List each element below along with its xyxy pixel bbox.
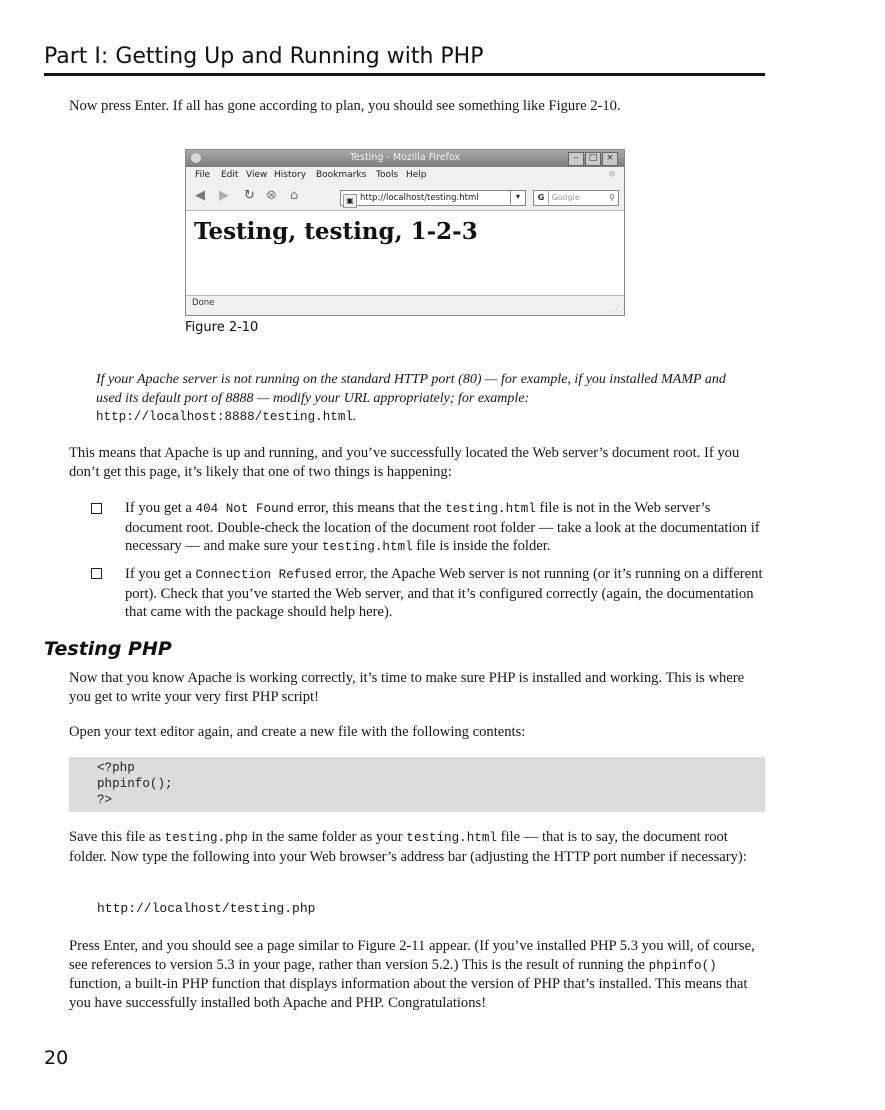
bullet-text: file is not in the Web server’s document root. Double-check the location of the document root folder — take a look at the documentation if necessary — and make sure your [125,500,760,555]
browser-title: Testing - Mozilla Firefox [349,152,461,163]
page-content-area [186,210,624,296]
note-end: . [352,409,357,424]
bullet-text: If you get a [125,500,196,516]
address-dropdown-icon[interactable]: ▾ [510,190,526,204]
code-line: phpinfo(); [97,777,173,791]
note-code: http://localhost:8888/testing.html [96,410,353,424]
search-icon[interactable]: ⚲ [609,193,615,202]
bullet-text: error, this means that the [293,500,446,516]
page-number: 20 [44,1047,69,1069]
paragraph-apache-running: This means that Apache is up and running, and you’ve successfully located the Web server’s document root. If you don’t get this page, it’s likely that one of two things is happening: [69,445,740,480]
navigation-toolbar [186,184,624,208]
minimize-button[interactable]: – [568,152,584,166]
note-text: If your Apache server is not running on the standard HTTP port (80) — for example, if you installed MAMP and used its default port of 8888 — modify your URL appropriately; for example: [96,372,726,406]
maximize-button[interactable]: □ [585,152,601,166]
paragraph-text: function, a built-in PHP function that displays information about the version of PHP that’s installed. This means that you have successfully installed both Apache and PHP. Congratulations! [69,976,748,1011]
url-example: http://localhost/testing.php [97,901,316,916]
running-header: Part I: Getting Up and Running with PHP [44,44,484,69]
section-heading: Testing PHP [44,638,172,660]
paragraph-text: Press Enter, and you should see a page similar to Figure 2-11 appear. (If you’ve installed PHP 5.3 you will, of course, see references to version 5.3 in your page, rather than version 5.2.) This is the result of running the [69,938,755,973]
bullet-code: Connection Refused [195,568,332,582]
home-icon[interactable]: ⌂ [290,188,299,203]
inline-code: phpinfo() [648,958,717,973]
search-engine-icon[interactable]: G [534,191,549,205]
bullet-code: testing.html [321,540,413,555]
paragraph-text: file — that is to say, the document root folder. Now type the following into your Web browser’s address bar (adjusting the HTTP port number if necessary): [69,829,747,865]
menu-file[interactable]: File [195,170,211,180]
bullet-icon [91,568,102,579]
paragraph-php-intro: Now that you know Apache is working correctly, it’s time to make sure PHP is installed and working. This is where you get to write your very first PHP script! [69,670,745,705]
header-rule [44,73,765,76]
paragraph-text: Save this file as [69,829,165,845]
bullet-text: file is inside the folder. [412,538,551,555]
stop-icon[interactable]: ⊗ [266,188,277,203]
bullet-code: 404 Not Found [195,502,294,516]
menu-history[interactable]: History [274,170,307,180]
browser-menubar [186,167,624,183]
status-bar: Done [192,298,215,308]
menu-tools[interactable]: Tools [376,170,399,180]
menu-help[interactable]: Help [406,170,427,180]
forward-icon[interactable]: ▶ [219,188,229,203]
paragraph-open-editor: Open your text editor again, and create a new file with the following contents: [69,724,526,740]
menu-bookmarks[interactable]: Bookmarks [316,170,367,180]
inline-code: testing.php [164,831,248,845]
close-button[interactable]: × [602,152,618,166]
note-paragraph [96,371,736,427]
browser-titlebar [186,150,624,167]
code-line: <?php [97,761,135,775]
code-block [69,757,765,812]
bullet-code: testing.html [445,502,536,516]
inline-code: testing.html [406,831,497,845]
menu-edit[interactable]: Edit [221,170,239,180]
paragraph-phpinfo [69,937,769,1012]
page-heading: Testing, testing, 1-2-3 [194,218,478,245]
menu-view[interactable]: View [246,170,268,180]
paragraph-save-file [69,828,769,866]
site-identity-icon: ▣ [343,194,357,208]
bullet-connection-refused [125,565,765,622]
paragraph-text: in the same folder as your [247,829,407,845]
back-icon[interactable]: ◀ [195,188,205,203]
paragraph-intro: Now press Enter. If all has gone according to plan, you should see something like Figure 2-10. [69,98,621,114]
code-line: ?> [97,793,113,807]
search-box[interactable] [533,190,619,206]
bullet-text: error, the Apache Web server is not running (or it’s running on a different port). Check that you’ve started the Web server, and that it’s configured correctly (again, the documentation that came with the package should help here). [125,566,763,621]
throbber-icon: ✲ [608,170,616,180]
bullet-icon [91,503,102,514]
resize-grip-icon[interactable]: ⋰ [613,305,620,313]
figure-caption: Figure 2-10 [185,320,259,335]
browser-window-figure [185,149,625,316]
reload-icon[interactable]: ↻ [244,188,255,203]
address-bar[interactable] [340,190,526,206]
bullet-404 [125,499,765,557]
search-placeholder: Google [551,193,580,202]
address-text: http://localhost/testing.html [360,193,479,203]
bullet-text: If you get a [125,566,196,582]
